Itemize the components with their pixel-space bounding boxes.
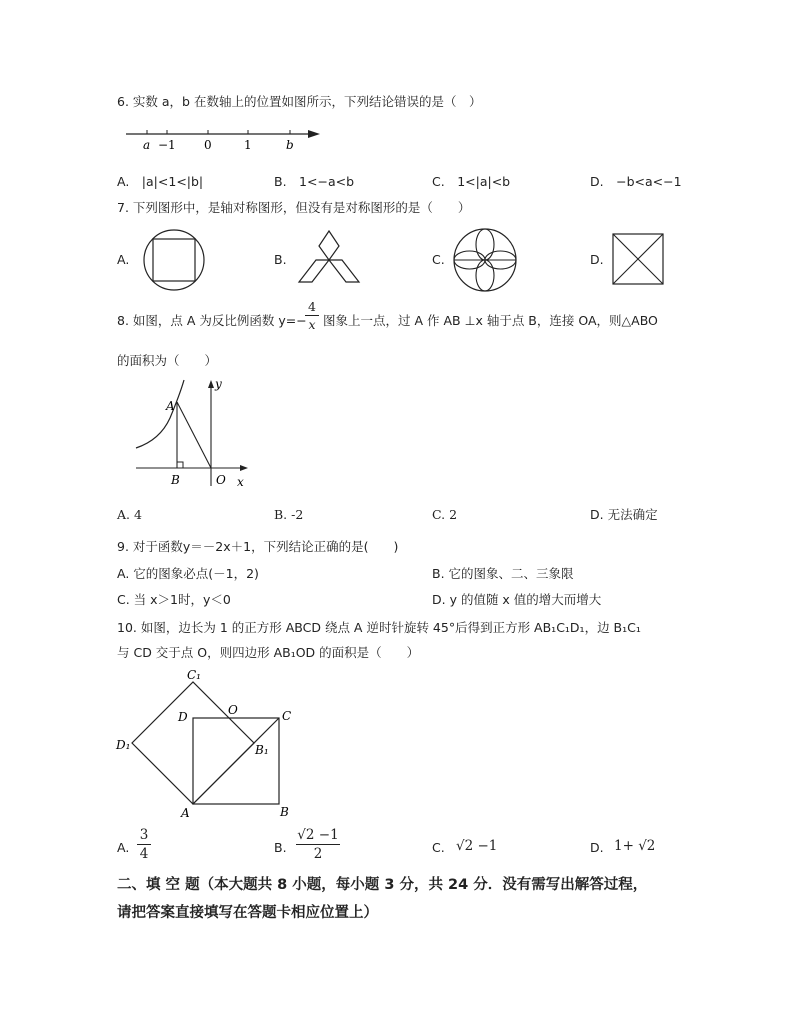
q9-option-a: A. 它的图象必点(－1，2): [117, 566, 259, 581]
fig-label-c: C: [282, 709, 292, 723]
q6-option-c: C. 1<|a|<b: [432, 174, 511, 189]
q8-option-d: D. 无法确定: [590, 507, 658, 522]
q6-option-a: A. |a|<1<|b|: [117, 174, 204, 189]
graph-label-b: B: [171, 473, 180, 487]
q10-stem-line1: 10. 如图，边长为 1 的正方形 ABCD 绕点 A 逆时针旋转 45°后得到正方形 AB₁C₁D₁，边 B₁C₁: [117, 620, 641, 635]
q10-option-c-value: √2 −1: [456, 838, 498, 854]
section2-heading-line2: 请把答案直接填写在答题卡相应位置上）: [117, 905, 378, 921]
graph-label-o: O: [216, 473, 226, 487]
q8-option-b: B. -2: [274, 507, 304, 522]
q10-option-a-fraction: [137, 827, 151, 862]
q8-option-a: A. 4: [117, 507, 142, 522]
axis-label-a: a: [143, 138, 151, 152]
section2-heading-line1: 二、填 空 题（本大题共 8 小题，每小题 3 分，共 24 分．没有需写出解答过程，: [117, 877, 648, 893]
axis-label-neg1: −1: [158, 138, 176, 152]
q8-option-c: C. 2: [432, 507, 458, 522]
q8-frac-num: 4: [308, 299, 316, 314]
fig-label-c1: C₁: [187, 668, 201, 682]
q10-option-a-label: A.: [117, 840, 130, 855]
fig-label-a: A: [181, 806, 190, 820]
q10-option-d-value: 1+ √2: [614, 838, 656, 854]
fig-label-b: B: [280, 805, 289, 819]
q7-option-c: C.: [432, 252, 445, 267]
fig-label-d: D: [178, 710, 188, 724]
q10-stem-line2: 与 CD 交于点 O，则四边形 AB₁OD 的面积是（ ）: [117, 645, 420, 660]
q7-figure-c-circle-petals: [452, 227, 518, 293]
q10-rotated-squares-figure: [114, 668, 304, 818]
q7-option-d: D.: [590, 252, 604, 267]
fig-label-o: O: [228, 703, 238, 717]
q7-stem: 7. 下列图形中，是轴对称图形，但没有是对称图形的是（ ）: [117, 200, 471, 215]
graph-label-y: y: [215, 377, 222, 391]
q7-figure-d-square-diagonals: [612, 233, 664, 285]
q6-number-line: [120, 124, 330, 154]
q6-option-d: D. −b<a<−1: [590, 174, 682, 189]
graph-label-a: A: [166, 399, 175, 413]
q7-option-b: B.: [274, 252, 287, 267]
q9-stem: 9. 对于函数y＝－2x＋1，下列结论正确的是( ): [117, 539, 399, 554]
q8-stem-after: 图象上一点，过 A 作 AB ⊥x 轴于点 B，连接 OA，则△ABO: [323, 313, 658, 328]
q7-option-a: A.: [117, 252, 130, 267]
q8-stem-before: 8. 如图，点 A 为反比例函数 y=−: [117, 313, 307, 328]
q10-option-b-fraction: [296, 827, 340, 862]
q8-fraction: [305, 299, 319, 332]
axis-label-b: b: [286, 138, 294, 152]
q10-b-num: √2 −1: [297, 827, 339, 843]
fig-label-d1: D₁: [116, 738, 131, 752]
q8-stem-line2: 的面积为（ ）: [117, 353, 218, 368]
q9-option-c: C. 当 x＞1时，y＜0: [117, 592, 231, 607]
q7-figure-a-circle-square: [142, 228, 206, 292]
q10-a-den: 4: [139, 846, 149, 862]
q10-b-den: 2: [313, 846, 323, 862]
fig-label-b1: B₁: [255, 743, 269, 757]
q9-option-b: B. 它的图象、二、三象限: [432, 566, 574, 581]
q10-option-d-label: D.: [590, 840, 604, 855]
q10-option-b-label: B.: [274, 840, 287, 855]
q8-hyperbola-graph: [130, 376, 260, 491]
graph-label-x: x: [237, 475, 244, 489]
q6-option-b: B. 1<−a<b: [274, 174, 355, 189]
axis-label-0: 0: [204, 138, 212, 152]
q8-frac-den: x: [308, 317, 316, 332]
axis-label-1: 1: [244, 138, 252, 152]
q10-option-c-label: C.: [432, 840, 445, 855]
q7-figure-b-three-rhombi: [296, 228, 366, 288]
q9-option-d: D. y 的值随 x 值的增大而增大: [432, 592, 602, 607]
q10-a-num: 3: [139, 827, 149, 843]
q6-stem: 6. 实数 a，b 在数轴上的位置如图所示，下列结论错误的是（ ）: [117, 94, 482, 109]
